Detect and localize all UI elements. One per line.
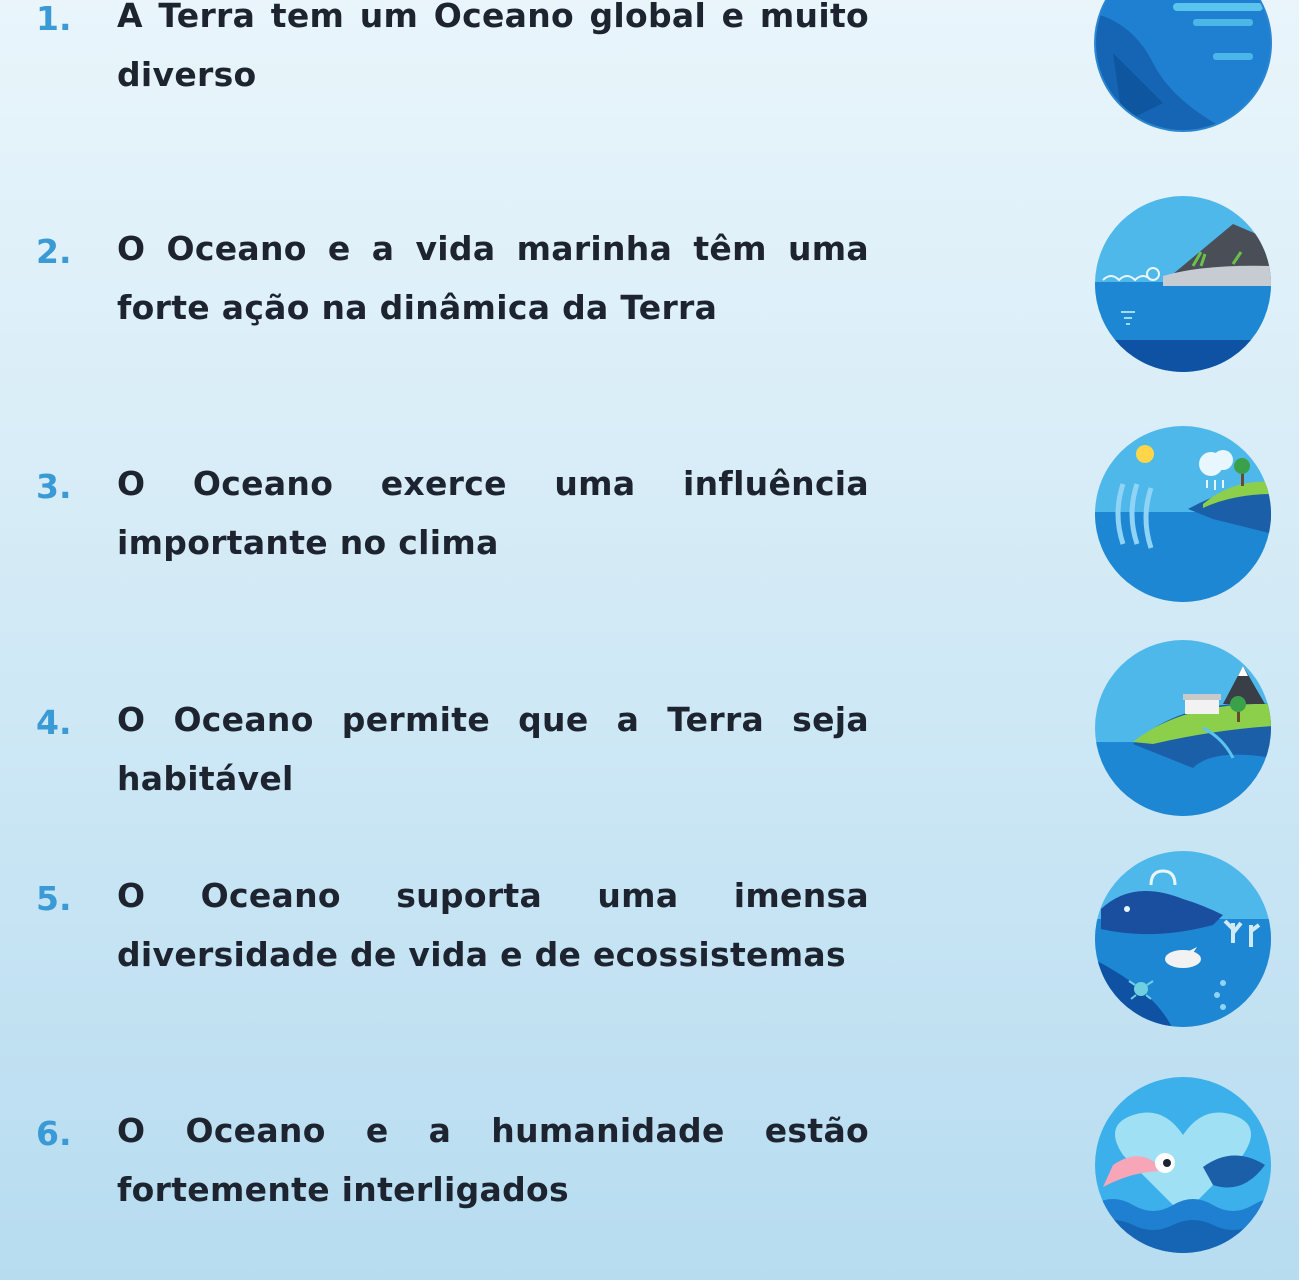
principle-text: A Terra tem um Oceano global e muito diverso (117, 0, 869, 94)
global-ocean-icon (1093, 0, 1273, 133)
principle-number: 3. (36, 467, 72, 506)
principle-number: 1. (36, 0, 72, 38)
climate-icon (1093, 424, 1273, 604)
principle-number: 4. (36, 703, 72, 742)
coast-island-icon (1093, 194, 1273, 374)
ocean-heart-icon (1093, 1075, 1273, 1255)
principle-text: O Oceano e a vida marinha têm uma forte ação na dinâmica da Terra (117, 229, 869, 327)
principle-number: 5. (36, 879, 72, 918)
principle-text: O Oceano permite que a Terra seja habitável (117, 700, 869, 798)
principle-number: 2. (36, 232, 72, 271)
principle-text: O Oceano suporta uma imensa diversidade de vida e de ecossistemas (117, 876, 869, 974)
habitable-island-icon (1093, 638, 1273, 818)
principle-text: O Oceano exerce uma influência importante no clima (117, 464, 869, 562)
principle-text: O Oceano e a humanidade estão fortemente interligados (117, 1111, 869, 1209)
marine-life-icon (1093, 849, 1273, 1029)
principle-number: 6. (36, 1114, 72, 1153)
